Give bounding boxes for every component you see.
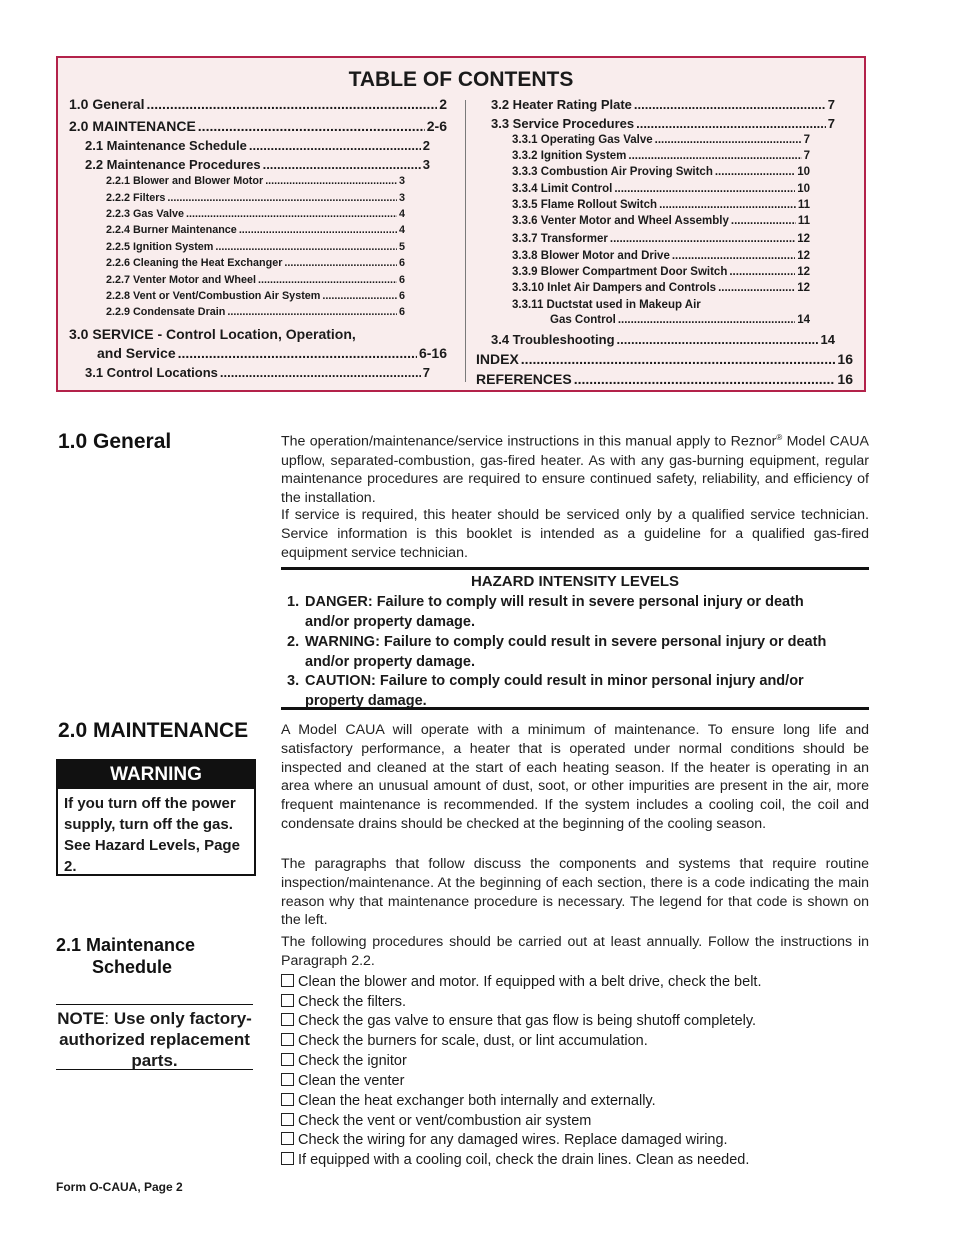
checkbox-icon[interactable] [281, 1152, 294, 1165]
toc-entry[interactable]: and Service ..... 6-16 [97, 345, 447, 361]
toc-entry[interactable]: 3.3.3 Combustion Air Proving Switch ..... 10 [512, 166, 810, 178]
toc-entry[interactable]: 2.2.6 Cleaning the Heat Exchanger ..... 6 [106, 257, 405, 269]
checklist-item[interactable]: Check the burners for scale, dust, or lint accumulation. [281, 1032, 648, 1051]
toc-entry[interactable]: 2.0 MAINTENANCE ..... 2-6 [69, 118, 447, 134]
general-paragraph-2: If service is required, this heater should be serviced only by a qualified service technician. Service information is this booklet is intended as a guideline for a qualified gas-fired equipment service technician. [281, 507, 869, 561]
checkbox-icon[interactable] [281, 1053, 294, 1066]
toc-entry[interactable]: REFERENCES ..... 16 [476, 371, 853, 387]
table-of-contents [56, 56, 866, 392]
toc-title: TABLE OF CONTENTS [348, 68, 574, 91]
toc-entry[interactable]: 3.2 Heater Rating Plate ..... 7 [491, 97, 835, 112]
toc-entry[interactable]: 2.2.5 Ignition System ..... 5 [106, 241, 405, 253]
toc-entry[interactable]: 3.3.11 Ductstat used in Makeup Air [512, 299, 701, 311]
checkbox-icon[interactable] [281, 1132, 294, 1145]
hazard-title: HAZARD INTENSITY LEVELS [470, 573, 680, 590]
checklist-item[interactable]: Clean the heat exchanger both internally and externally. [281, 1092, 656, 1111]
hazard-intensity-levels [281, 567, 869, 710]
toc-entry[interactable]: INDEX ..... 16 [476, 351, 853, 367]
toc-entry[interactable]: 2.2.1 Blower and Blower Motor ..... 3 [106, 175, 405, 187]
checkbox-icon[interactable] [281, 1113, 294, 1126]
page-footer: Form O-CAUA, Page 2 [56, 1180, 183, 1194]
toc-entry[interactable]: 3.3.2 Ignition System ..... 7 [512, 150, 810, 162]
general-paragraph-1: The operation/maintenance/service instructions in this manual apply to Reznor® Model CAUA upflow, separated-combustion, gas-fired heater. As with any gas-burning equipment, regular maintenance procedures are required to ensure continued safety, reliability, and efficiency of the installation. [281, 433, 869, 507]
note-text: NOTE: Use only factory-authorized replacement parts. [57, 1009, 252, 1070]
toc-divider [465, 100, 466, 382]
checkbox-icon[interactable] [281, 1013, 294, 1026]
checklist-item[interactable]: If equipped with a cooling coil, check the drain lines. Clean as needed. [281, 1151, 749, 1170]
toc-entry[interactable]: 3.0 SERVICE - Control Location, Operation, [69, 326, 356, 342]
subsection-heading-schedule: 2.1 Maintenance Schedule [56, 935, 196, 977]
toc-entry[interactable]: 2.2.7 Venter Motor and Wheel ..... 6 [106, 274, 405, 286]
toc-entry[interactable]: 2.2.8 Vent or Vent/Combustion Air System ..... 6 [106, 290, 405, 302]
checkbox-icon[interactable] [281, 1073, 294, 1086]
toc-entry[interactable]: 1.0 General ..... 2 [69, 96, 447, 112]
checklist-item[interactable]: Check the ignitor [281, 1052, 407, 1071]
toc-entry[interactable]: 3.3.8 Blower Motor and Drive ..... 12 [512, 250, 810, 262]
warning-heading: WARNING [58, 761, 254, 789]
checklist-item[interactable]: Clean the blower and motor. If equipped with a belt drive, check the belt. [281, 973, 761, 992]
toc-entry[interactable]: 2.2.9 Condensate Drain ..... 6 [106, 306, 405, 318]
section-heading-maintenance: 2.0 MAINTENANCE [58, 719, 249, 742]
schedule-intro: The following procedures should be carried out at least annually. Follow the instructions in Paragraph 2.2. [281, 934, 869, 969]
toc-entry[interactable]: 2.2.4 Burner Maintenance ..... 4 [106, 224, 405, 236]
toc-entry[interactable]: 3.3.10 Inlet Air Dampers and Controls ..... 12 [512, 282, 810, 294]
checkbox-icon[interactable] [281, 974, 294, 987]
section-heading-general: 1.0 General [58, 430, 172, 453]
checklist-item[interactable]: Check the filters. [281, 993, 406, 1012]
toc-entry[interactable]: 3.3.5 Flame Rollout Switch ..... 11 [512, 199, 810, 211]
toc-entry[interactable]: 3.3 Service Procedures ..... 7 [491, 116, 835, 131]
checklist-item[interactable]: Check the gas valve to ensure that gas flow is being shutoff completely. [281, 1012, 756, 1031]
warning-box [56, 759, 256, 876]
toc-entry[interactable]: 2.1 Maintenance Schedule ..... 2 [85, 138, 430, 153]
toc-entry[interactable]: Gas Control ..... 14 [550, 314, 810, 326]
toc-entry[interactable]: 2.2.3 Gas Valve ..... 4 [106, 208, 405, 220]
checkbox-icon[interactable] [281, 1093, 294, 1106]
note-box [56, 1004, 253, 1070]
toc-entry[interactable]: 3.3.4 Limit Control ..... 10 [512, 183, 810, 195]
toc-entry[interactable]: 2.2 Maintenance Procedures ..... 3 [85, 157, 430, 172]
toc-entry[interactable]: 3.3.9 Blower Compartment Door Switch ..... 12 [512, 266, 810, 278]
toc-entry[interactable]: 3.3.6 Venter Motor and Wheel Assembly ..... 11 [512, 215, 810, 227]
warning-text: If you turn off the power supply, turn off the gas. See Hazard Levels, Page 2. [64, 795, 240, 875]
toc-entry[interactable]: 2.2.2 Filters ..... 3 [106, 192, 405, 204]
hazard-item: 3. CAUTION: Failure to comply could result in minor personal injury and/or property damage. [287, 673, 804, 709]
toc-entry[interactable]: 3.3.7 Transformer ..... 12 [512, 233, 810, 245]
checkbox-icon[interactable] [281, 1033, 294, 1046]
checklist-item[interactable]: Clean the venter [281, 1072, 404, 1091]
maintenance-paragraph-1: A Model CAUA will operate with a minimum of maintenance. To ensure long life and satisfactory performance, a heater that is operated under normal conditions should be inspected and cleaned at the start of each heating season. If the heater is operating in an area where an unusual amount of dust, soot, or other impurities are present in the air, more frequent maintenance is recommended. If the system includes a cooling coil, the coil and condensate drains should be checked at the beginning of the cooling season. [281, 722, 869, 832]
checklist-item[interactable]: Check the vent or vent/combustion air system [281, 1112, 591, 1131]
checkbox-icon[interactable] [281, 994, 294, 1007]
hazard-item: 1. DANGER: Failure to comply will result in severe personal injury or death and/or property damage. [287, 594, 804, 630]
maintenance-paragraph-2: The paragraphs that follow discuss the components and systems that require routine inspection/maintenance. At the beginning of each section, there is a code indicating the main reason why that maintenance procedure is necessary. The legend for that code is shown on the left. [281, 856, 869, 929]
toc-entry[interactable]: 3.3.1 Operating Gas Valve ..... 7 [512, 134, 810, 146]
toc-entry[interactable]: 3.1 Control Locations ..... 7 [85, 365, 430, 380]
checklist-item[interactable]: Check the wiring for any damaged wires. Replace damaged wiring. [281, 1131, 728, 1150]
toc-entry[interactable]: 3.4 Troubleshooting ..... 14 [491, 332, 835, 347]
hazard-item: 2. WARNING: Failure to comply could result in severe personal injury or death and/or property damage. [287, 634, 827, 670]
